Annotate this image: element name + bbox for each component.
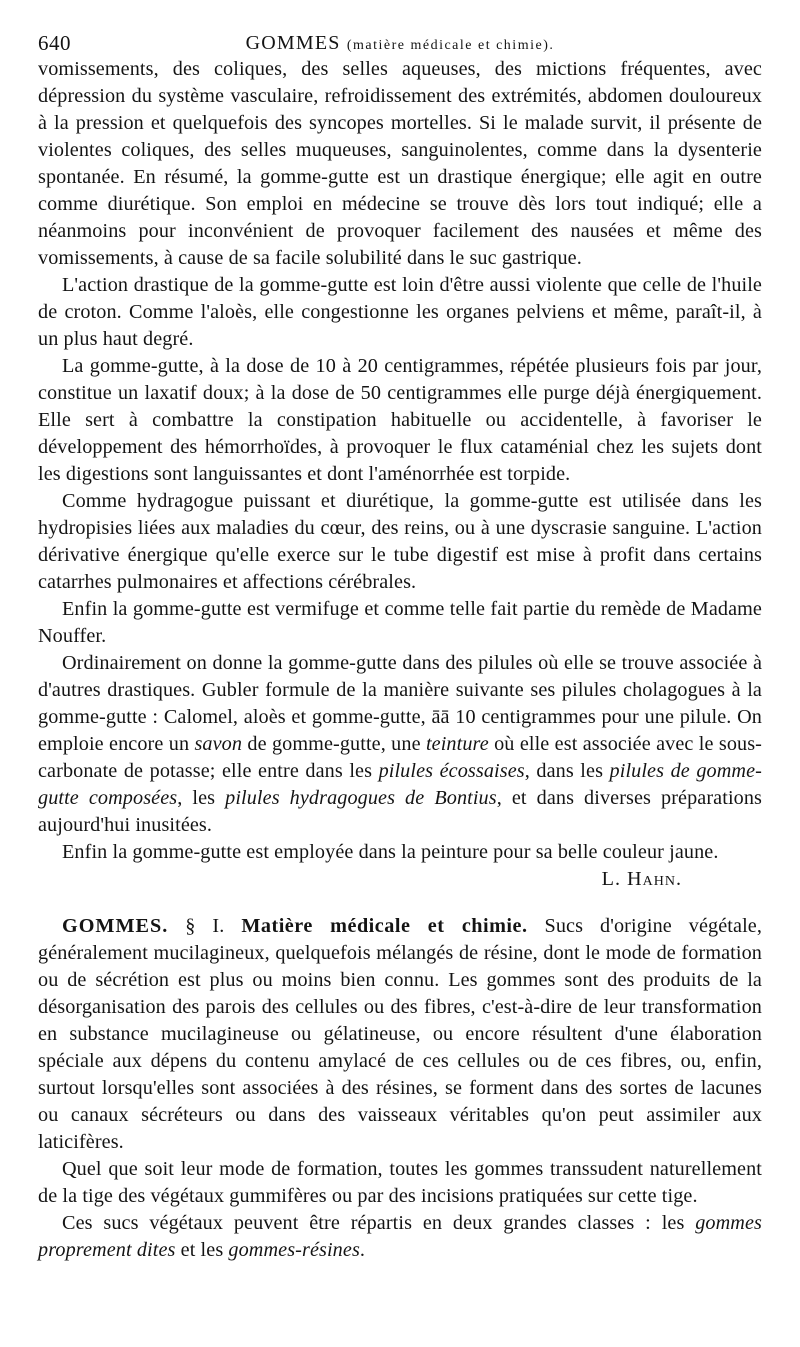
- running-head: [38, 28, 762, 58]
- paragraph-hydragogue: Comme hydragogue puissant et diurétique, la gomme-gutte est utilisée dans les hydropisies liées aux maladies du cœur, des reins, ou à une dyscrasie sanguine. L'action dérivative énergique qu'elle exerce sur le tube digestif est mise à profit dans certains catarrhes pulmonaires et affections cérébrales.: [38, 490, 762, 593]
- text-run: , les: [177, 787, 226, 809]
- section-number: § I.: [185, 915, 225, 937]
- paragraph-drastic-action: L'action drastique de la gomme-gutte est loin d'être aussi violente que celle de l'huile de croton. Comme l'aloès, elle congestionne les organes pelviens et même, paraît-il, à un plus haut degré.: [38, 274, 762, 350]
- text-run: de gomme-gutte, une: [242, 733, 426, 755]
- text-run: Enfin la gomme-gutte est employée dans la peinture pour sa belle couleur jaune.: [62, 841, 719, 863]
- article-separator: [38, 893, 762, 913]
- text-run: .: [359, 1239, 366, 1261]
- running-title-main: GOMMES: [245, 32, 341, 54]
- italic-term: savon: [194, 733, 243, 755]
- italic-term: pilules hydragogues de Bontius: [225, 787, 497, 809]
- entry-headword: GOMMES.: [62, 915, 169, 937]
- paragraph-vermifuge: Enfin la gomme-gutte est vermifuge et comme telle fait partie du remède de Madame Nouffer.: [38, 598, 762, 647]
- section-title: Matière médicale et chimie.: [241, 915, 528, 937]
- text-run: et les: [175, 1239, 229, 1261]
- paragraph-classes: [38, 1210, 762, 1264]
- paragraph-formation: Quel que soit leur mode de formation, toutes les gommes transsudent naturellement de la tige des végétaux gummifères ou par des incisions pratiquées sur cette tige.: [38, 1158, 762, 1207]
- italic-term: pilules écossaises: [378, 760, 525, 782]
- text-run: , et dans diverses préparations aujourd'hui inusitées.: [38, 787, 762, 836]
- paragraph-painting: [38, 839, 762, 866]
- running-title: [38, 28, 762, 61]
- article-gomme-gutte: [38, 56, 762, 893]
- text-run: où elle est associée avec le sous-carbonate de potasse; elle entre dans les: [38, 733, 762, 782]
- page-number: 640: [38, 31, 71, 55]
- article-gommes: [38, 913, 762, 1264]
- author-signature: L. Hahn.: [601, 868, 682, 890]
- text-run: Ces sucs végétaux peuvent être répartis en deux grandes classes : les: [62, 1212, 696, 1234]
- italic-term: pilules de gomme-gutte composées: [38, 760, 762, 809]
- paragraph-dosage: La gomme-gutte, à la dose de 10 à 20 centigrammes, répétée plusieurs fois par jour, constitue un laxatif doux; à la dose de 50 centigrammes elle purge déjà énergiquement. Elle sert à combattre la constipation habituelle ou accidentelle, à favoriser le développement des hémorrhoïdes, à provoquer le flux cataménial chez les sujets dont les digestions sont languissantes et dont l'aménorrhée est torpide.: [38, 355, 762, 485]
- italic-term: teinture: [425, 733, 489, 755]
- text-run: Ordinairement on donne la gomme-gutte dans des pilules où elle se trouve associée à d'autres drastiques. Gubler formule de la manière suivante ses pilules cholagogues à la gomme-gutte : Calomel, aloès et gomme-gutte, āā 10 centigrammes pour une pilule. On emploie encore un: [38, 652, 762, 755]
- italic-term: gommes proprement dites: [38, 1212, 762, 1261]
- signature-line: [38, 866, 762, 893]
- running-title-subtitle: (matière médicale et chimie).: [346, 38, 555, 53]
- text-run: Sucs d'origine végétale, généralement mucilagineux, quelquefois mélangés de résine, dont le mode de formation ou de sécrétion est plus ou moins bien connu. Les gommes sont des produits de la désorganisation des parois des cellules ou des fibres, c'est-à-dire de leur transformation en substance mucilagineuse ou gélatineuse, ou encore résultent d'une élaboration spéciale aux dépens du contenu amylacé de ces cellules ou de ces fibres, ou, enfin, surtout lorsqu'elles sont associées à des résines, se forment dans des sortes de lacunes ou canaux sécréteurs ou dans des vaisseaux véritables qu'on peut assimiler aux laticifères.: [38, 915, 762, 1153]
- paragraph-preparations: [38, 650, 762, 839]
- text-run: , dans les: [524, 760, 610, 782]
- paragraph-definition: [38, 913, 762, 1156]
- italic-term: gommes-résines: [228, 1239, 360, 1261]
- paragraph-continued: vomissements, des coliques, des selles aqueuses, des mictions fréquentes, avec dépression du système vasculaire, refroidissement des extrémités, abdomen douloureux à la pression et quelquefois des syncopes mortelles. Si le malade survit, il présente de violentes coliques, des selles muqueuses, sanguinolentes, comme dans la dysenterie spontanée. En résumé, la gomme-gutte est un drastique énergique; elle agit en outre comme diurétique. Son emploi en médecine se trouve dès lors tout indiqué; elle a néanmoins pour inconvénient de provoquer facilement des nausées et même des vomissements, à cause de sa facile solubilité dans le suc gastrique.: [38, 58, 762, 269]
